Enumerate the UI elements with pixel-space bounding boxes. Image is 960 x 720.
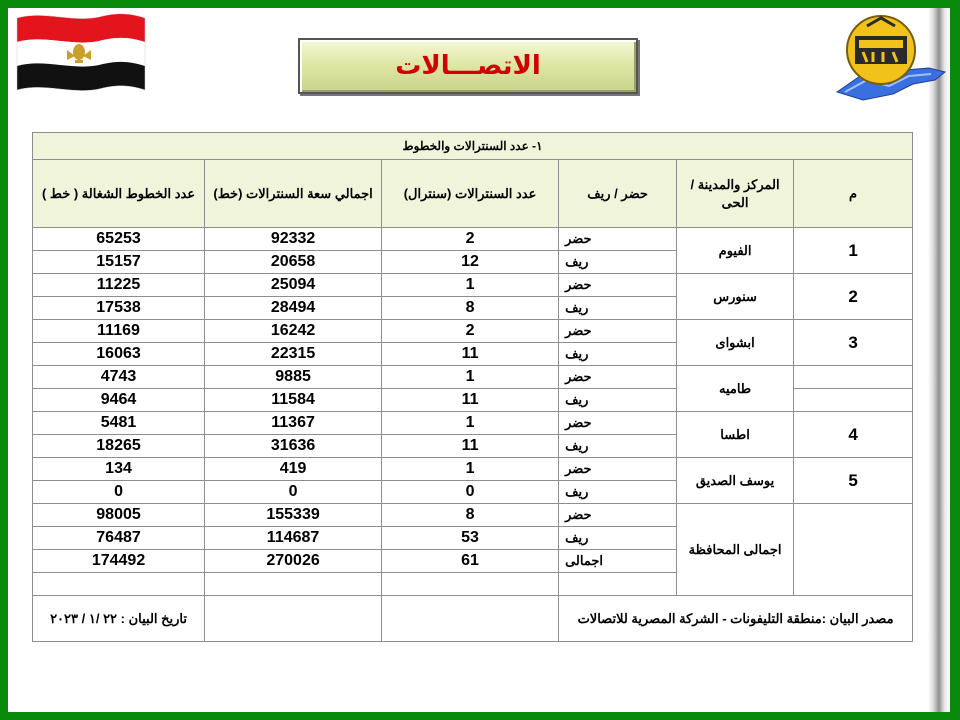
row-exchanges: 8 — [382, 297, 559, 320]
row-capacity: 31636 — [205, 435, 382, 458]
governorate-logo-icon — [833, 8, 948, 108]
row-capacity: 20658 — [205, 251, 382, 274]
row-capacity: 155339 — [205, 504, 382, 527]
row-lines: 18265 — [33, 435, 205, 458]
row-exchanges: 61 — [382, 550, 559, 573]
row-lines: 4743 — [33, 366, 205, 389]
row-capacity: 16242 — [205, 320, 382, 343]
row-exchanges: 1 — [382, 366, 559, 389]
row-capacity: 22315 — [205, 343, 382, 366]
row-center: ابشواى — [677, 320, 794, 366]
empty-cell — [382, 573, 559, 596]
row-index-empty — [794, 389, 913, 412]
row-exchanges: 11 — [382, 389, 559, 412]
col-header-capacity: اجمالي سعة السنترالات (خط) — [205, 160, 382, 228]
row-type: حضر — [559, 274, 677, 297]
row-exchanges: 12 — [382, 251, 559, 274]
page-title: الاتصـــالات — [395, 51, 541, 81]
row-capacity: 25094 — [205, 274, 382, 297]
table-row — [33, 228, 913, 251]
row-exchanges: 8 — [382, 504, 559, 527]
table-row — [33, 366, 913, 389]
footer-empty-cell — [205, 596, 382, 642]
row-type: ريف — [559, 481, 677, 504]
row-type: ريف — [559, 251, 677, 274]
page-title-box — [298, 38, 638, 94]
row-index: 1 — [794, 228, 913, 274]
row-exchanges: 0 — [382, 481, 559, 504]
row-type: ريف — [559, 527, 677, 550]
row-exchanges: 1 — [382, 274, 559, 297]
row-capacity: 11367 — [205, 412, 382, 435]
col-header-index: م — [794, 160, 913, 228]
row-center: سنورس — [677, 274, 794, 320]
col-header-center: المركز والمدينة / الحى — [677, 160, 794, 228]
empty-cell — [559, 573, 677, 596]
row-type: حضر — [559, 320, 677, 343]
table-row — [33, 458, 913, 481]
row-index: 3 — [794, 320, 913, 366]
row-lines: 174492 — [33, 550, 205, 573]
row-lines: 9464 — [33, 389, 205, 412]
row-index: 4 — [794, 412, 913, 458]
row-lines: 11169 — [33, 320, 205, 343]
row-type: ريف — [559, 389, 677, 412]
col-header-exchanges: عدد السنترالات (سنترال) — [382, 160, 559, 228]
table-row — [33, 412, 913, 435]
row-center: طاميه — [677, 366, 794, 412]
row-center: يوسف الصديق — [677, 458, 794, 504]
row-center: اجمالى المحافظة — [677, 504, 794, 596]
row-exchanges: 1 — [382, 412, 559, 435]
col-header-type: حضر / ريف — [559, 160, 677, 228]
table-header-row — [33, 160, 913, 228]
data-source: مصدر البيان :منطقة التليفونات - الشركة المصرية للاتصالات — [559, 596, 913, 642]
row-type: حضر — [559, 228, 677, 251]
row-lines: 65253 — [33, 228, 205, 251]
row-lines: 98005 — [33, 504, 205, 527]
data-date: تاريخ البيان : ٢٢ /١ / ٢٠٢٣ — [33, 596, 205, 642]
row-lines: 17538 — [33, 297, 205, 320]
table-row — [33, 320, 913, 343]
decorative-side-strip — [928, 8, 950, 712]
row-capacity: 270026 — [205, 550, 382, 573]
row-capacity: 0 — [205, 481, 382, 504]
table-row — [33, 274, 913, 297]
row-lines: 16063 — [33, 343, 205, 366]
row-index — [794, 366, 913, 389]
row-lines: 134 — [33, 458, 205, 481]
row-type: حضر — [559, 504, 677, 527]
row-index: 5 — [794, 458, 913, 504]
row-type: اجمالى — [559, 550, 677, 573]
row-lines: 5481 — [33, 412, 205, 435]
row-exchanges: 11 — [382, 343, 559, 366]
row-type: حضر — [559, 366, 677, 389]
row-capacity: 92332 — [205, 228, 382, 251]
table-footer-row — [33, 596, 913, 642]
row-exchanges: 11 — [382, 435, 559, 458]
empty-cell — [205, 573, 382, 596]
row-capacity: 9885 — [205, 366, 382, 389]
row-type: ريف — [559, 297, 677, 320]
footer-empty-cell — [382, 596, 559, 642]
table-row — [33, 504, 913, 527]
row-center: الفيوم — [677, 228, 794, 274]
row-exchanges: 1 — [382, 458, 559, 481]
row-type: حضر — [559, 412, 677, 435]
table-caption: ١- عدد السنترالات والخطوط — [33, 133, 913, 160]
row-type: ريف — [559, 343, 677, 366]
row-index — [794, 504, 913, 596]
row-lines: 0 — [33, 481, 205, 504]
row-lines: 76487 — [33, 527, 205, 550]
egypt-flag-icon — [15, 10, 147, 94]
row-capacity: 11584 — [205, 389, 382, 412]
telecom-table — [32, 132, 913, 642]
row-lines: 15157 — [33, 251, 205, 274]
row-exchanges: 2 — [382, 228, 559, 251]
row-index: 2 — [794, 274, 913, 320]
table-caption-row — [33, 133, 913, 160]
row-lines: 11225 — [33, 274, 205, 297]
row-type: ريف — [559, 435, 677, 458]
row-exchanges: 2 — [382, 320, 559, 343]
row-exchanges: 53 — [382, 527, 559, 550]
row-capacity: 419 — [205, 458, 382, 481]
col-header-lines: عدد الخطوط الشغالة ( خط ) — [33, 160, 205, 228]
row-type: حضر — [559, 458, 677, 481]
row-capacity: 114687 — [205, 527, 382, 550]
row-capacity: 28494 — [205, 297, 382, 320]
empty-cell — [33, 573, 205, 596]
row-center: اطسا — [677, 412, 794, 458]
